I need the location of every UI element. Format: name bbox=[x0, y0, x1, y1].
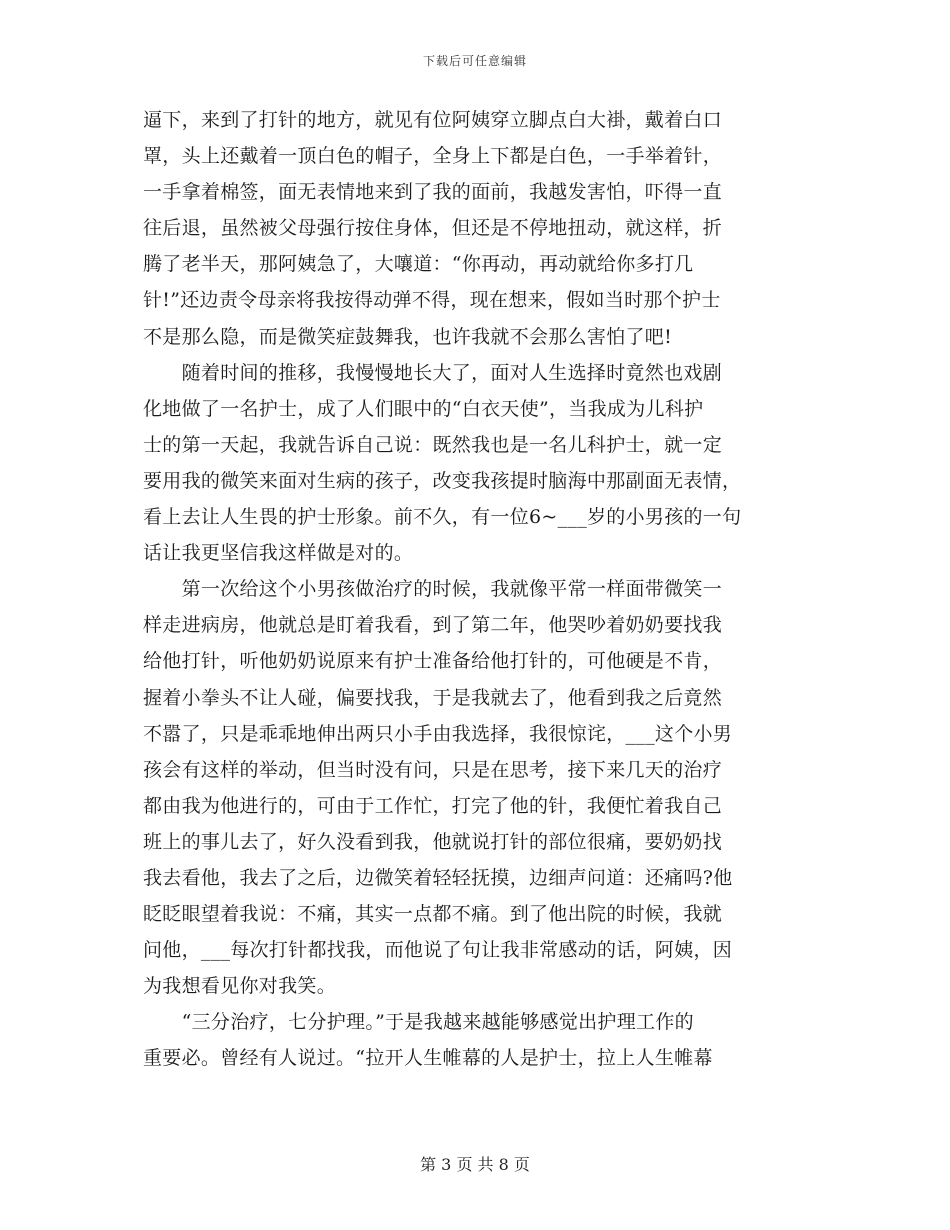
text-line: 我去看他，我去了之后，边微笑着轻轻抚摸，边细声问道：还痛吗?他 bbox=[143, 866, 733, 889]
text-line: 握着小拳头不让人碰，偏要找我，于是我就去了，他看到我之后竟然 bbox=[143, 686, 723, 709]
text-line: 问他，___每次打针都找我，而他说了句让我非常感动的话，阿姨，因 bbox=[143, 939, 733, 962]
text-line: 不嚣了，只是乖乖地伸出两只小手由我选择，我很惊诧，___这个小男 bbox=[143, 722, 733, 745]
text-line: 化地做了一名护士，成了人们眼中的“白衣天使”，当我成为儿科护 bbox=[143, 397, 704, 420]
text-line: 给他打针，听他奶奶说原来有护士准备给他打针的，可他硬是不肯， bbox=[143, 650, 723, 673]
document-body bbox=[143, 102, 803, 1077]
text-line: 往后退，虽然被父母强行按住身体，但还是不停地扭动，就这样，折 bbox=[143, 217, 723, 240]
text-line: 孩会有这样的举动，但当时没有问，只是在思考，接下来几天的治疗 bbox=[143, 758, 723, 781]
text-line: 第一次给这个小男孩做治疗的时候，我就像平常一样面带微笑一 bbox=[143, 578, 723, 601]
text-line: 逼下，来到了打针的地方，就见有位阿姨穿立脚点白大褂，戴着白口 bbox=[143, 109, 723, 131]
text-line: 士的第一天起，我就告诉自己说：既然我也是一名儿科护士，就一定 bbox=[143, 433, 723, 456]
text-line: “三分治疗，七分护理。”于是我越来越能够感觉出护理工作的 bbox=[143, 1011, 694, 1034]
text-line: 重要必。曾经有人说过。“拉开人生帷幕的人是护士，拉上人生帷幕 bbox=[143, 1047, 713, 1070]
text-line: 样走进病房，他就总是盯着我看，到了第二年，他哭吵着奶奶要找我 bbox=[143, 614, 723, 637]
text-line: 话让我更坚信我这样做是对的。 bbox=[143, 542, 414, 565]
page-number: 第 3 页 共 8 页 bbox=[420, 1155, 530, 1174]
text-line: 看上去让人生畏的护士形象。前不久，有一位6~___岁的小男孩的一句 bbox=[143, 506, 742, 529]
text-line: 针!”还边责令母亲将我按得动弹不得，现在想来，假如当时那个护士 bbox=[143, 289, 721, 312]
text-line: 班上的事儿去了，好久没看到我，他就说打针的部位很痛，要奶奶找 bbox=[143, 830, 723, 853]
text-line: 罩，头上还戴着一顶白色的帽子，全身上下都是白色，一手举着针， bbox=[143, 145, 723, 168]
text-line: 腾了老半天，那阿姨急了，大嚷道：“你再动，再动就给你多打几 bbox=[143, 253, 694, 276]
text-line: 一手拿着棉签，面无表情地来到了我的面前，我越发害怕，吓得一直 bbox=[143, 181, 723, 204]
text-line: 随着时间的推移，我慢慢地长大了，面对人生选择时竟然也戏剧 bbox=[143, 361, 723, 384]
page-header-note: 下载后可任意编辑 bbox=[422, 54, 527, 68]
text-line: 眨眨眼望着我说：不痛，其实一点都不痛。到了他出院的时候，我就 bbox=[143, 903, 723, 926]
text-line: 都由我为他进行的，可由于工作忙，打完了他的针，我便忙着我自己 bbox=[143, 794, 723, 817]
text-line: 要用我的微笑来面对生病的孩子，改变我孩提时脑海中那副面无表情， bbox=[143, 469, 742, 492]
text-line: 不是那么隐，而是微笑症鼓舞我，也许我就不会那么害怕了吧! bbox=[143, 325, 673, 348]
text-line: 为我想看见你对我笑。 bbox=[143, 975, 337, 998]
